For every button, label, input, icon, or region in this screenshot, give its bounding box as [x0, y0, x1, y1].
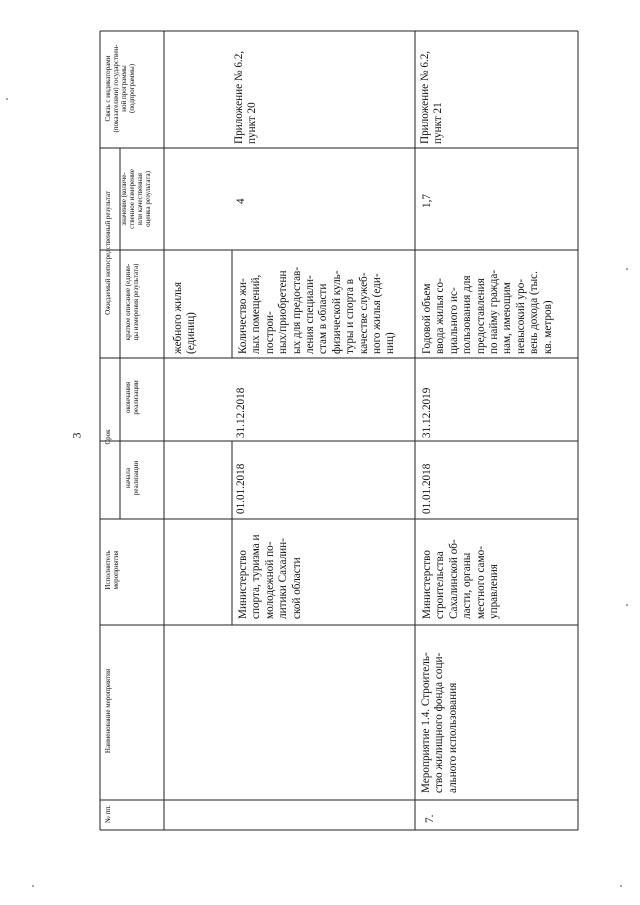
table-row-3-end: 31.12.2019 [421, 387, 433, 438]
header-term-start: начала реализации [124, 460, 140, 496]
table-row-3-executor: Министерство строительства Сахалинской об- ласти, органы местного само- управления [421, 539, 501, 619]
page-number: 3 [69, 432, 84, 439]
header-executor: Исполнитель мероприятия [104, 550, 120, 590]
scan-speck [626, 268, 628, 270]
scan-speck [620, 885, 622, 887]
table-row-2-executor: Министерство спорта, туризма и молодежной по- литики Сахалин- ской области [237, 534, 303, 619]
header-term: Срок [104, 429, 112, 445]
table-row-2-result-desc: Количество жи- лых помещений, построи- ных/приобретенн ых для предостав- ления специали- стам в области физической куль- туры и спорта в качестве служеб- ного жилья (еди- ниц) [237, 266, 397, 354]
scan-speck [6, 98, 8, 100]
scan-speck [626, 604, 628, 606]
header-num: № пп. [104, 805, 112, 823]
header-name: Наименование мероприятия [104, 668, 112, 754]
header-result: Ожидаемый непосредственный результат [104, 191, 112, 315]
table-row-3-num: 7. [424, 814, 436, 823]
table-row-2-link: Приложение № 6.2, пункт 20 [233, 50, 259, 144]
table-row-3-start: 01.01.2018 [421, 463, 433, 514]
table-row-2-start: 01.01.2018 [235, 463, 247, 514]
header-term-end: окончания реализации [124, 380, 140, 415]
table-row-3-result-value: 1,7 [421, 194, 433, 208]
header-result-desc: краткое описание (едини- цы измерения результата) [124, 263, 140, 341]
table-row-2-end: 31.12.2018 [235, 387, 247, 438]
header-result-value: значение (количе- ственное измерение или качественная оценка результата) [120, 169, 152, 229]
table-row-3-result-desc: Годовой объем ввода жилья со- циального ис- пользования для предоставления по найму гражда- нам, имеющим невысокий уро- вень дохода (тыс. кв. метров) [421, 269, 554, 354]
table-row-1-result-desc: жебного жилья (единиц) [172, 281, 198, 354]
table-row-3-name: Мероприятие 1.4. Строитель- ство жилищного фонда соци- ального использования [420, 652, 459, 793]
scan-speck [32, 885, 34, 887]
table-row-3-link: Приложение № 6.2, пункт 21 [419, 50, 445, 144]
table-row-2-result-value: 4 [235, 198, 247, 204]
header-link: Связь с индикаторами (показателями) государствен- ной программы (подпрограммы) [104, 44, 136, 133]
